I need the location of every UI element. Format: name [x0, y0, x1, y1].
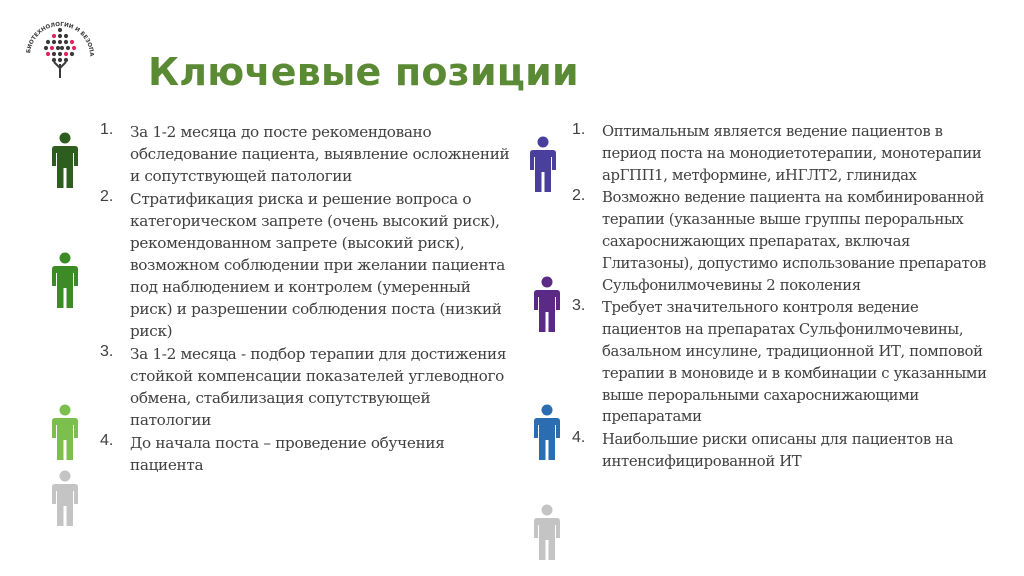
logo-dot: [52, 52, 56, 56]
logo-dot: [66, 46, 70, 50]
list-item: [572, 187, 992, 296]
person-icon: [528, 136, 558, 194]
logo-dot: [52, 58, 56, 62]
list-item: [100, 121, 510, 187]
person-icon: [532, 404, 562, 462]
list-item: [572, 297, 992, 428]
logo-dot: [58, 58, 62, 62]
item-number: 4.: [100, 432, 114, 449]
item-number: 2.: [100, 188, 114, 205]
list-item: [100, 343, 510, 431]
item-text: За 1-2 месяца до посте рекомендовано обследование пациента, выявление осложнений и сопутствующей патологии: [130, 123, 510, 185]
item-number: 1.: [100, 121, 114, 138]
list-item: [100, 188, 510, 342]
person-icon: [50, 132, 80, 190]
item-text: Требует значительного контроля ведение пациентов на препаратах Сульфонилмочевины, базальном инсулине, традиционной ИТ, помповой терапии в моновиде и в комбинации с указанными выше пероральными сахароснижающими препаратами: [602, 299, 987, 426]
logo-dot: [44, 46, 48, 50]
tree-of-dots-icon: [20, 8, 100, 88]
logo-dot: [58, 40, 62, 44]
logo: [20, 8, 100, 88]
logo-dot: [52, 34, 56, 38]
left-positions-list: [100, 121, 510, 477]
logo-dot: [58, 28, 62, 32]
item-text: Стратификация риска и решение вопроса о категорическом запрете (очень высокий риск), рекомендованном запрете (высокий риск), возможном соблюдении при желании пациента под наблюдением и контролем (умеренный риск) и разрешении соблюдения поста (низкий риск): [130, 190, 505, 340]
logo-dot: [58, 34, 62, 38]
person-icon: [532, 276, 562, 334]
list-item: [100, 432, 510, 476]
item-text: За 1-2 месяца - подбор терапии для достижения стойкой компенсации показателей углеводного обмена, стабилизация сопутствующей патологии: [130, 345, 507, 429]
item-text: Наибольшие риски описаны для пациентов на интенсифицированной ИТ: [602, 431, 954, 470]
item-text: До начала поста – проведение обучения пациента: [130, 434, 445, 474]
person-icon: [532, 504, 562, 562]
person-icon: [50, 470, 80, 528]
person-icon: [50, 404, 80, 462]
logo-dot: [52, 40, 56, 44]
item-number: 3.: [100, 343, 114, 360]
logo-dot: [64, 58, 68, 62]
logo-text: БИОТЕХНОЛОГИИ И БЕЗОПА: [26, 21, 95, 57]
logo-dot: [64, 52, 68, 56]
person-icon: [50, 252, 80, 310]
logo-dot: [70, 52, 74, 56]
logo-dot: [56, 46, 60, 50]
item-number: 3.: [572, 297, 586, 315]
logo-dot: [64, 34, 68, 38]
item-number: 1.: [572, 121, 586, 138]
logo-dot: [50, 46, 54, 50]
item-text: Возможно ведение пациента на комбинированной терапии (указанные выше группы пероральных сахароснижающих препаратах, включая Глитазоны), допустимо использование препаратов Сульфонилмочевины 2 поколения: [602, 189, 986, 294]
logo-dot: [72, 46, 76, 50]
svg-text:ФИЦ ПИТАНИЯ, БИОТЕХНОЛОГИИ И Б: [20, 8, 94, 57]
right-positions-list: [572, 121, 992, 474]
item-text: Оптимальным является ведение пациентов в период поста на монодиетотерапии, монотерапии арГПП1, метформине, иНГЛТ2, глинидах: [602, 123, 982, 184]
logo-dot: [46, 52, 50, 56]
logo-dot: [70, 40, 74, 44]
logo-dot: [60, 46, 64, 50]
page-title: Ключевые позиции: [148, 50, 579, 94]
logo-dot: [46, 40, 50, 44]
logo-dot: [58, 52, 62, 56]
list-item: [572, 429, 992, 473]
item-number: 4.: [572, 429, 586, 447]
item-number: 2.: [572, 187, 586, 205]
list-item: [572, 121, 992, 186]
logo-dot: [64, 40, 68, 44]
